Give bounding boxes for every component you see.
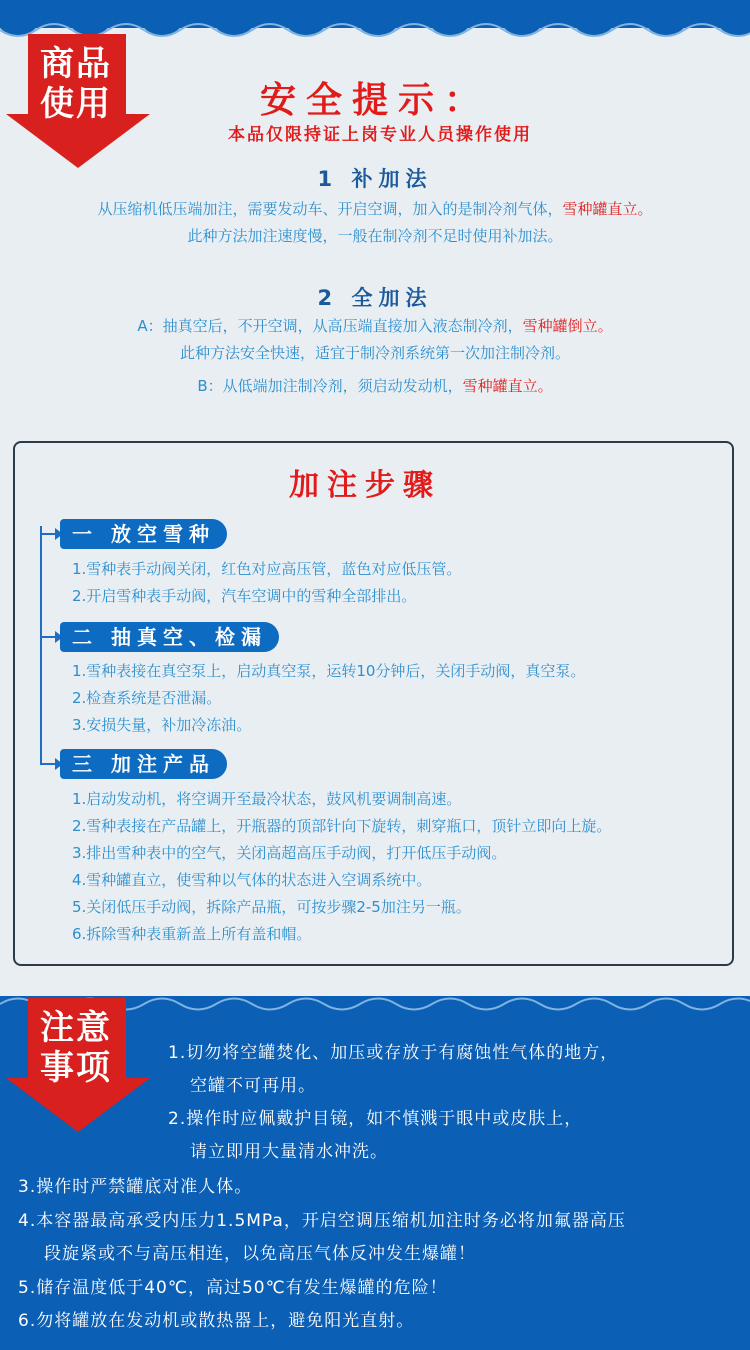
method1-line2: 此种方法加注速度慢，一般在制冷剂不足时使用补加法。 [187, 227, 563, 245]
method2-title: 2 全加法 [317, 286, 433, 310]
step3-line5: 5.关闭低压手动阀，拆除产品瓶，可按步骤2-5加注另一瓶。 [72, 898, 471, 916]
note-line-3: 2.操作时应佩戴护目镜，如不慎溅于眼中或皮肤上， [168, 1109, 583, 1129]
notes-badge-line-1: 注意 [40, 1008, 112, 1048]
method2-a-line2: 此种方法安全快速，适宜于制冷剂系统第一次加注制冷剂。 [179, 344, 570, 362]
method2-a-line1 [0, 315, 750, 336]
step3-line6: 6.拆除雪种表重新盖上所有盖和帽。 [72, 925, 312, 943]
method2-b-text: B：从低端加注制冷剂，须启动发动机， [197, 377, 463, 395]
step3-label: 三 加注产品 [60, 749, 227, 779]
safety-title: 安全提示： [259, 80, 490, 121]
notes-badge-line-2: 事项 [40, 1048, 112, 1088]
note-line-9: 6.勿将罐放在发动机或散热器上，避免阳光直射。 [18, 1311, 415, 1331]
note-line-4: 请立即用大量清水冲洗。 [190, 1142, 388, 1162]
step2-line3: 3.安损失量，补加冷冻油。 [72, 716, 252, 734]
step3-line4: 4.雪种罐直立，使雪种以气体的状态进入空调系统中。 [72, 871, 432, 889]
method1-line1 [0, 198, 750, 219]
method2-b-line [0, 375, 750, 396]
step1-line1: 1.雪种表手动阀关闭，红色对应高压管，蓝色对应低压管。 [72, 560, 462, 578]
note-line-7: 段旋紧或不与高压相连，以免高压气体反冲发生爆罐！ [44, 1244, 476, 1264]
step2-line1: 1.雪种表接在真空泵上，启动真空泵，运转10分钟后，关闭手动阀，真空泵。 [72, 662, 586, 680]
method2-a-red: 雪种罐倒立。 [522, 317, 613, 335]
step3-line1: 1.启动发动机，将空调开至最冷状态，鼓风机要调制高速。 [72, 790, 462, 808]
step1-arrow [40, 533, 56, 535]
note-line-1: 1.切勿将空罐焚化、加压或存放于有腐蚀性气体的地方， [168, 1043, 619, 1063]
note-line-2: 空罐不可再用。 [190, 1076, 316, 1096]
method1-line1-red: 雪种罐直立。 [562, 200, 653, 218]
step3-line3: 3.排出雪种表中的空气，关闭高超高压手动阀，打开低压手动阀。 [72, 844, 507, 862]
safety-subtitle: 本品仅限持证上岗专业人员操作使用 [228, 125, 532, 145]
method1-title: 1 补加法 [317, 167, 433, 191]
steps-connector-line [40, 526, 42, 764]
method2-b-red: 雪种罐直立。 [462, 377, 553, 395]
notes-badge-text [26, 1008, 126, 1088]
badge-line-1: 商品 [40, 44, 112, 84]
steps-title: 加注步骤 [289, 468, 441, 503]
note-line-6: 4.本容器最高承受内压力1.5MPa，开启空调压缩机加注时务必将加氟器高压 [18, 1211, 626, 1231]
step3-arrow [40, 763, 56, 765]
step1-line2: 2.开启雪种表手动阀，汽车空调中的雪种全部排出。 [72, 587, 417, 605]
step3-line2: 2.雪种表接在产品罐上，开瓶器的顶部针向下旋转，刺穿瓶口，顶针立即向上旋。 [72, 817, 612, 835]
step2-label: 二 抽真空、检漏 [60, 622, 279, 652]
note-line-5: 3.操作时严禁罐底对准人体。 [18, 1177, 253, 1197]
method1-line1-text: 从压缩机低压端加注，需要发动车、开启空调，加入的是制冷剂气体， [97, 200, 563, 218]
step1-label: 一 放空雪种 [60, 519, 227, 549]
step2-arrow [40, 636, 56, 638]
step2-line2: 2.检查系统是否泄漏。 [72, 689, 222, 707]
note-line-8: 5.储存温度低于40℃，高过50℃有发生爆罐的危险！ [18, 1278, 448, 1298]
method2-a-text: A：抽真空后，不开空调，从高压端直接加入液态制冷剂， [137, 317, 523, 335]
badge-line-2: 使用 [40, 84, 112, 124]
